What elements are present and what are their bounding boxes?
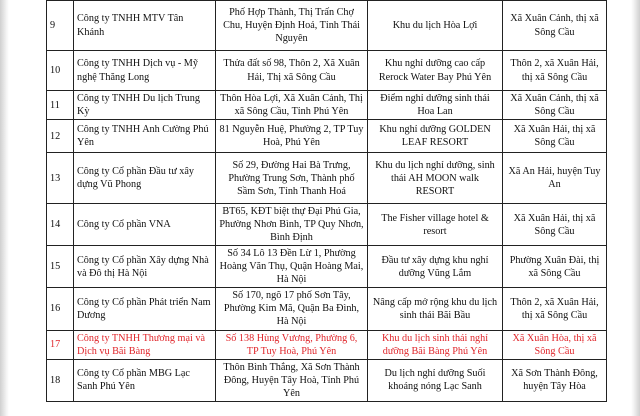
project-name: Khu du lịch sinh thái nghỉ dưỡng Bãi Bàng Phú Yên: [368, 330, 503, 359]
company-name: Công ty TNHH Dịch vụ - Mỹ nghệ Thăng Long: [74, 51, 216, 91]
project-location: Thôn 2, xã Xuân Hải, thị xã Sông Cầu: [503, 51, 607, 91]
row-number: 18: [47, 359, 74, 401]
tourism-projects-table: [46, 0, 607, 402]
table-row: [47, 120, 607, 153]
page-shadow-left: [0, 0, 9, 416]
row-number: 11: [47, 91, 74, 120]
company-address: Số 34 Lô 13 Đền Lừ 1, Phường Hoàng Văn Thụ, Quận Hoàng Mai, Hà Nội: [216, 246, 368, 288]
project-location: Xã Sơn Thành Đông, huyện Tây Hòa: [503, 359, 607, 401]
table-row-highlighted: [47, 330, 607, 359]
company-name: Công ty Cổ phần Xây dựng Nhà và Đô thị Hà Nội: [74, 246, 216, 288]
company-name: Công ty TNHH Du lịch Trung Kỳ: [74, 91, 216, 120]
project-location: Xã Xuân Hải, thị xã Sông Cầu: [503, 204, 607, 246]
row-number: 9: [47, 1, 74, 51]
company-name: Công ty TNHH Thương mại và Dịch vụ Bãi Bàng: [74, 330, 216, 359]
table-row: [47, 51, 607, 91]
company-address: Số 170, ngõ 17 phố Sơn Tây, Phường Kim Mã, Quận Ba Đình, Hà Nội: [216, 288, 368, 330]
project-location: Xã An Hải, huyện Tuy An: [503, 153, 607, 204]
row-number: 16: [47, 288, 74, 330]
project-location: Xã Xuân Cảnh, thị xã Sông Cầu: [503, 1, 607, 51]
project-name: Điểm nghỉ dưỡng sinh thái Hoa Lan: [368, 91, 503, 120]
company-address: Thôn Hòa Lợi, Xã Xuân Cảnh, Thị xã Sông Cầu, Tỉnh Phú Yên: [216, 91, 368, 120]
company-address: 81 Nguyễn Huệ, Phường 2, TP Tuy Hoà, Phú Yên: [216, 120, 368, 153]
project-name: Nâng cấp mở rộng khu du lịch sinh thái Bãi Bầu: [368, 288, 503, 330]
table-row: [47, 359, 607, 401]
table-row: [47, 204, 607, 246]
company-address: Phố Hợp Thành, Thị Trấn Chợ Chu, Huyện Định Hoá, Tỉnh Thái Nguyên: [216, 1, 368, 51]
project-name: Đầu tư xây dựng khu nghỉ dưỡng Vũng Lắm: [368, 246, 503, 288]
table-row: [47, 1, 607, 51]
company-address: Số 138 Hùng Vương, Phường 6, TP Tuy Hoà, Phú Yên: [216, 330, 368, 359]
project-name: Khu du lịch Hòa Lợi: [368, 1, 503, 51]
table-row: [47, 153, 607, 204]
company-name: Công ty TNHH MTV Tân Khánh: [74, 1, 216, 51]
project-name: Khu nghỉ dưỡng cao cấp Rerock Water Bay Phú Yên: [368, 51, 503, 91]
row-number: 13: [47, 153, 74, 204]
company-name: Công ty Cổ phần MBG Lạc Sanh Phú Yên: [74, 359, 216, 401]
company-name: Công ty TNHH Anh Cường Phú Yên: [74, 120, 216, 153]
project-location: Thôn 2, xã Xuân Hải, thị xã Sông Cầu: [503, 288, 607, 330]
table-row: [47, 91, 607, 120]
project-location: Xã Xuân Hải, thị xã Sông Cầu: [503, 120, 607, 153]
company-name: Công ty Cổ phần VNA: [74, 204, 216, 246]
row-number: 15: [47, 246, 74, 288]
company-address: Số 29, Đường Hai Bà Trưng, Phường Trung Sơn, Thành phố Sầm Sơn, Tỉnh Thanh Hoá: [216, 153, 368, 204]
company-address: Thôn Bình Thắng, Xã Sơn Thành Đông, Huyện Tây Hoà, Tỉnh Phú Yên: [216, 359, 368, 401]
table-row: [47, 288, 607, 330]
project-name: Khu du lịch nghỉ dưỡng, sinh thái AH MOON walk RESORT: [368, 153, 503, 204]
company-address: BT65, KĐT biệt thự Đại Phú Gia, Phường Nhơn Bình, TP Quy Nhơn, Bình Định: [216, 204, 368, 246]
project-location: Xã Xuân Hòa, thị xã Sông Cầu: [503, 330, 607, 359]
project-location: Phường Xuân Đài, thị xã Sông Cầu: [503, 246, 607, 288]
project-name: Khu nghỉ dưỡng GOLDEN LEAF RESORT: [368, 120, 503, 153]
project-location: Xã Xuân Cảnh, thị xã Sông Cầu: [503, 91, 607, 120]
company-name: Công ty Cổ phần Phát triển Nam Dương: [74, 288, 216, 330]
row-number: 12: [47, 120, 74, 153]
project-name: The Fisher village hotel & resort: [368, 204, 503, 246]
row-number: 17: [47, 330, 74, 359]
project-name: Du lịch nghỉ dưỡng Suối khoáng nóng Lạc Sanh: [368, 359, 503, 401]
row-number: 14: [47, 204, 74, 246]
table-row: [47, 246, 607, 288]
company-address: Thửa đất số 98, Thôn 2, Xã Xuân Hải, Thị xã Sông Cầu: [216, 51, 368, 91]
page-shadow-right: [631, 0, 640, 416]
company-name: Công ty Cổ phần Đầu tư xây dựng Vũ Phong: [74, 153, 216, 204]
row-number: 10: [47, 51, 74, 91]
